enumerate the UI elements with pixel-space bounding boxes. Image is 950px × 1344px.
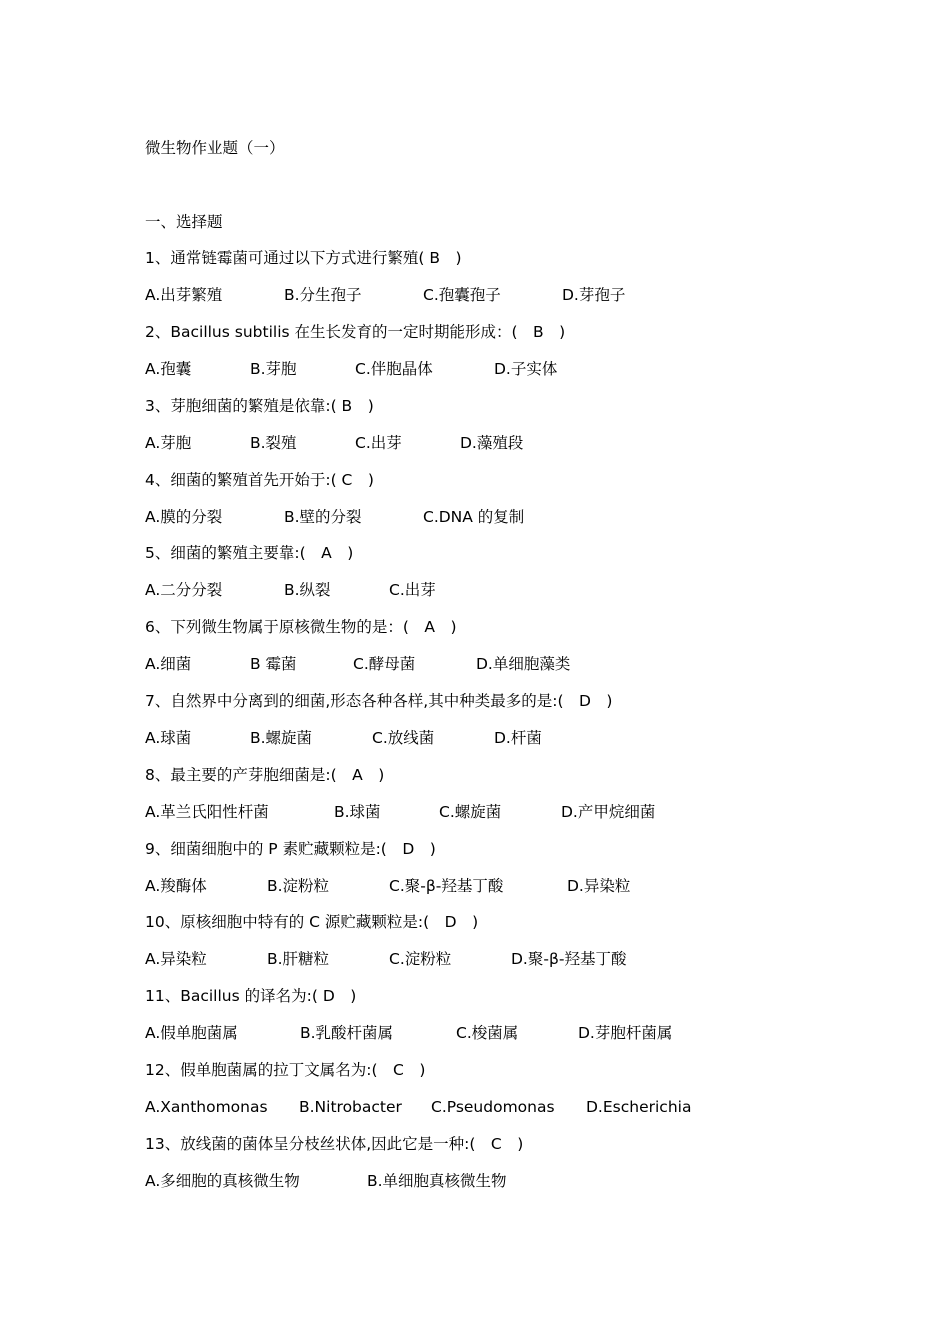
question-5: 5、细菌的繁殖主要靠:( A ): [145, 544, 354, 562]
section-heading: 一、选择题: [145, 213, 223, 231]
question-2: 2、Bacillus subtilis 在生长发育的一定时期能形成：( B ): [145, 323, 566, 341]
question-12: 12、假单胞菌属的拉丁文属名为:( C ): [145, 1061, 426, 1079]
option-a: A.球菌: [145, 729, 192, 747]
options-13: [145, 1171, 845, 1191]
option-c: C.螺旋菌: [439, 803, 502, 821]
option-c: C.放线菌: [372, 729, 435, 747]
question-6: 6、下列微生物属于原核微生物的是：( A ): [145, 618, 457, 636]
option-a: A.膜的分裂: [145, 508, 223, 526]
option-d: D.芽孢子: [562, 286, 626, 304]
question-7: 7、自然界中分离到的细菌,形态各种各样,其中种类最多的是:( D ): [145, 692, 613, 710]
option-a: A.革兰氏阳性杆菌: [145, 803, 269, 821]
option-d: D.异染粒: [567, 877, 631, 895]
option-b: B.螺旋菌: [250, 729, 313, 747]
option-b: B.肝糖粒: [267, 950, 330, 968]
option-c: C.Pseudomonas: [431, 1098, 555, 1116]
option-a: A.芽胞: [145, 434, 192, 452]
question-1: 1、通常链霉菌可通过以下方式进行繁殖( B ): [145, 249, 462, 267]
question-13: 13、放线菌的菌体呈分枝丝状体,因此它是一种:( C ): [145, 1135, 524, 1153]
question-8: 8、最主要的产芽胞细菌是:( A ): [145, 766, 385, 784]
option-c: C.伴胞晶体: [355, 360, 433, 378]
option-a: A.Xanthomonas: [145, 1098, 268, 1116]
option-c: C.梭菌属: [456, 1024, 519, 1042]
option-b: B.裂殖: [250, 434, 297, 452]
options-7: [145, 728, 845, 748]
question-4: 4、细菌的繁殖首先开始于:( C ): [145, 471, 374, 489]
option-c: C.出芽: [355, 434, 402, 452]
option-b: B 霉菌: [250, 655, 297, 673]
option-c: C.孢囊孢子: [423, 286, 501, 304]
option-d: D.藻殖段: [460, 434, 524, 452]
option-d: D.单细胞藻类: [476, 655, 571, 673]
option-b: B.纵裂: [284, 581, 331, 599]
option-d: D.芽胞杆菌属: [578, 1024, 673, 1042]
option-b: B.壁的分裂: [284, 508, 362, 526]
option-a: A.孢囊: [145, 360, 192, 378]
option-b: B.乳酸杆菌属: [300, 1024, 394, 1042]
option-b: B.球菌: [334, 803, 381, 821]
option-b: B.单细胞真核微生物: [367, 1172, 507, 1190]
options-6: [145, 654, 845, 674]
option-a: A.假单胞菌属: [145, 1024, 238, 1042]
option-a: A.细菌: [145, 655, 192, 673]
options-5: [145, 580, 845, 600]
option-d: D.子实体: [494, 360, 558, 378]
document-title: 微生物作业题（一）: [145, 139, 285, 157]
option-d: D.聚-β-羟基丁酸: [511, 950, 627, 968]
question-9: 9、细菌细胞中的 P 素贮藏颗粒是:( D ): [145, 840, 436, 858]
option-c: C.聚-β-羟基丁酸: [389, 877, 504, 895]
options-3: [145, 433, 845, 453]
option-a: A.羧酶体: [145, 877, 207, 895]
option-d: D.Escherichia: [586, 1098, 692, 1116]
question-10: 10、原核细胞中特有的 C 源贮藏颗粒是:( D ): [145, 913, 479, 931]
option-b: B.分生孢子: [284, 286, 362, 304]
question-3: 3、芽胞细菌的繁殖是依靠:( B ): [145, 397, 374, 415]
options-1: [145, 285, 845, 305]
option-c: C.出芽: [389, 581, 436, 599]
option-b: B.淀粉粒: [267, 877, 330, 895]
option-c: C.酵母菌: [353, 655, 416, 673]
options-10: [145, 949, 845, 969]
options-8: [145, 802, 845, 822]
option-c: C.DNA 的复制: [423, 508, 525, 526]
option-d: D.杆菌: [494, 729, 542, 747]
option-b: B.芽胞: [250, 360, 297, 378]
options-12: [145, 1097, 845, 1117]
options-4: [145, 507, 845, 527]
option-a: A.多细胞的真核微生物: [145, 1172, 300, 1190]
option-a: A.二分分裂: [145, 581, 223, 599]
question-11: 11、Bacillus 的译名为:( D ): [145, 987, 357, 1005]
options-11: [145, 1023, 845, 1043]
option-d: D.产甲烷细菌: [561, 803, 656, 821]
option-b: B.Nitrobacter: [299, 1098, 402, 1116]
option-a: A.出芽繁殖: [145, 286, 223, 304]
options-9: [145, 876, 845, 896]
option-c: C.淀粉粒: [389, 950, 452, 968]
option-a: A.异染粒: [145, 950, 207, 968]
options-2: [145, 359, 845, 379]
